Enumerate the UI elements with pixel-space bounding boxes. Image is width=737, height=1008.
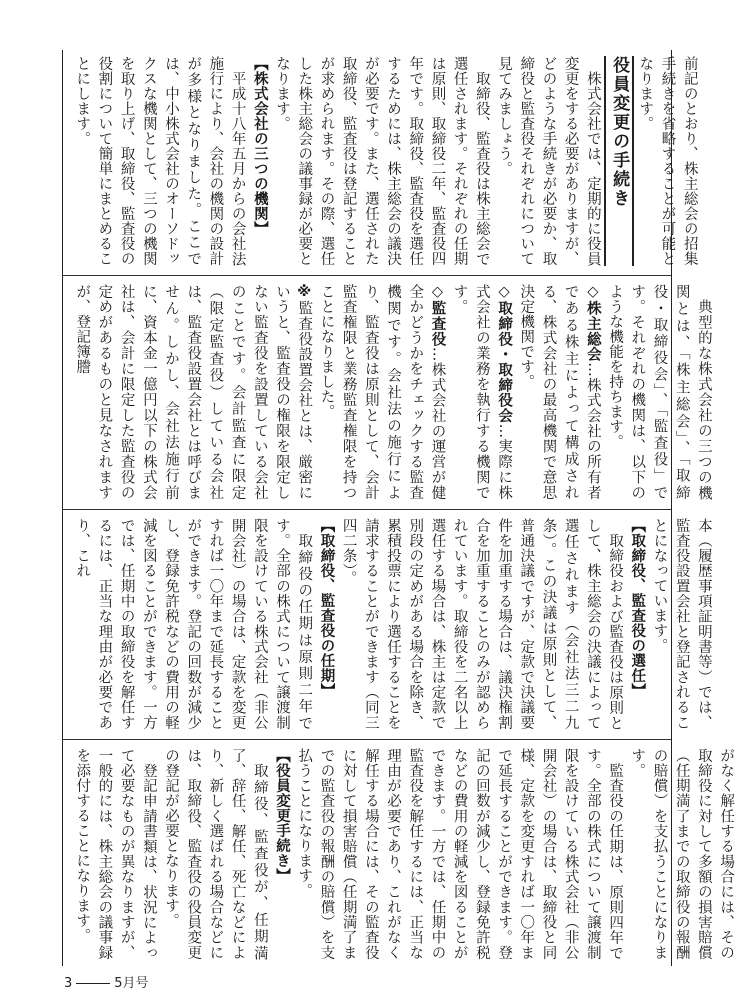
- subsection-heading: 【取締役、監査役の選任】: [629, 518, 646, 698]
- item-text: …実際に株式会社の業務を執行する機関です。: [451, 284, 513, 501]
- paragraph: がなく解任する場合には、その取締役に対して多額の損害賠償（任期満了までの取締役の報酬の賠償）を支払うことになります。: [629, 748, 735, 960]
- paragraph: 取締役および監査役は原則として、株主総会の決議によって選任されます（会社法三二九条）。この決議は原則として、普通決議ですが、定款で決議要件を加重する場合は、議決権割合を加重することのみが認められています。取締役を二名以上選任する場合は、株主は定款で別段の定めがある場合を除き、累積投票により選任することを請求することができます（同三四二条）。: [340, 518, 624, 730]
- item-text: …株式会社の所有者である株主によって構成される、株式会社の最高機関で意思決定機関です。: [518, 284, 601, 501]
- section-heading: 役員変更の手続き: [604, 56, 634, 266]
- note-text: 監査役設置会社とは、厳密にいうと、監査役の権限を限定しない監査役を設置している会社のことです。会計監査に限定（限定監査役）している会社は、監査役設置会社とは呼びません。しかし、会社法施行前に、資本金一億円以下の株式会社は、会計に限定した監査役の定めがあるものと見なされますが、登記簿謄: [74, 284, 313, 501]
- article-frame: [62, 50, 735, 966]
- item-lead: ◇株主総会: [584, 284, 601, 363]
- paragraph: 前記のとおり、株主総会の招集手続きを省略することが可能となります。: [637, 56, 698, 266]
- subsection-heading: 【役員変更手続き】: [274, 748, 291, 883]
- item-lead: ◇取締役・取締役会: [496, 284, 513, 424]
- page-footer: [64, 972, 149, 991]
- issue-label: 5月号: [114, 976, 149, 991]
- note-mark: ※: [296, 284, 313, 301]
- footer-dash: [76, 983, 110, 984]
- item-lead: ◇監査役: [429, 284, 446, 347]
- divider: [63, 275, 671, 276]
- vertical-text-block-3: [71, 518, 715, 730]
- list-item: [515, 284, 604, 500]
- paragraph: 取締役、監査役は株主総会で選任されます。それぞれの任期は原則、取締役二年、監査役四年です。取締役、監査役を選任するためには、株主総会の議決が必要です。また、選任された取締役、監査役は登記することが求められます。その際、選任した株主総会の議事録が必要となります。: [274, 56, 490, 266]
- paragraph: 典型的な株式会社の三つの機関とは、「株主総会」、「取締役・取締役会」、「監査役」です。それぞれの機関は、以下のような機能を持ちます。: [607, 284, 712, 500]
- text-band-2: [63, 278, 712, 506]
- paragraph: 取締役の任期は原則二年です。全部の株式について譲渡制限を設けている株式会社（非公開会社）の場合は、定款を変更すれば一〇年まで延長することができます。登記の回数が減少し、登録免許税などの費用の軽減を図ることができます。一方では、任期中の取締役を解任するには、正当な理由が必要であり、これ: [74, 518, 313, 730]
- paragraph: 監査役の任期は、原則四年です。全部の株式について譲渡制限を設けている株式会社（非公開会社）の場合は、取締役と同様、定款を変更すれば一〇年まで延長することができます。登記の回数が減少し、登録免許税などの費用の軽減を図ることができます。一方では、任期中の監査役を解任するには、正当な理由が必要であり、これがなく解任する場合には、その監査役に対して損害賠償（任期満了までの監査役の報酬の賠償）を支払うことになります。: [296, 748, 624, 960]
- text-band-1: [63, 50, 698, 272]
- paragraph: 取締役、監査役が、任期満了、辞任、解任、死亡などにより、新しく選ばれる場合などには、取締役、監査役の役員変更の登記が必要となります。: [163, 748, 268, 960]
- paragraph: 本（履歴事項証明書等）では、監査役設置会社と登記されることになっています。: [651, 518, 712, 730]
- paragraph: 平成十八年五月からの会社法施行により、会社の機関の設計が多様となりました。ここでは、中小株式会社のオーソドックスな機関として、三つの機関を取り上げ、取締役、監査役の役割について簡単にまとめることにします。: [74, 56, 246, 266]
- list-item: [315, 284, 448, 500]
- paragraph: 登記申請書類は、状況によって必要なものが異なりますが、一般的には、株主総会の議事録を添付することになります。: [74, 748, 157, 960]
- item-text: …株式会社の運営が健全かどうかをチェックする監査機関です。会社法の施行により、監査役は原則として、会計監査権限と業務監査権限を持つことになりました。: [318, 284, 446, 501]
- vertical-text-block-4: [71, 748, 737, 960]
- text-band-3: [63, 512, 712, 736]
- paragraph: 株式会社では、定期的に役員変更をする必要がありますが、どのような手続きが必要か、取締役と監査役それぞれについて見てみましょう。: [496, 56, 601, 266]
- page-number: 3: [64, 976, 73, 991]
- subsection-heading: 【株式会社の三つの機関】: [251, 56, 268, 236]
- subsection-heading: 【取締役、監査役の任期】: [318, 518, 335, 698]
- vertical-text-block-2: [71, 284, 715, 500]
- divider: [63, 509, 671, 510]
- vertical-text-block-1: [71, 56, 701, 266]
- note: [71, 284, 315, 500]
- divider: [63, 739, 671, 740]
- list-item: [448, 284, 515, 500]
- text-band-4: [63, 742, 735, 966]
